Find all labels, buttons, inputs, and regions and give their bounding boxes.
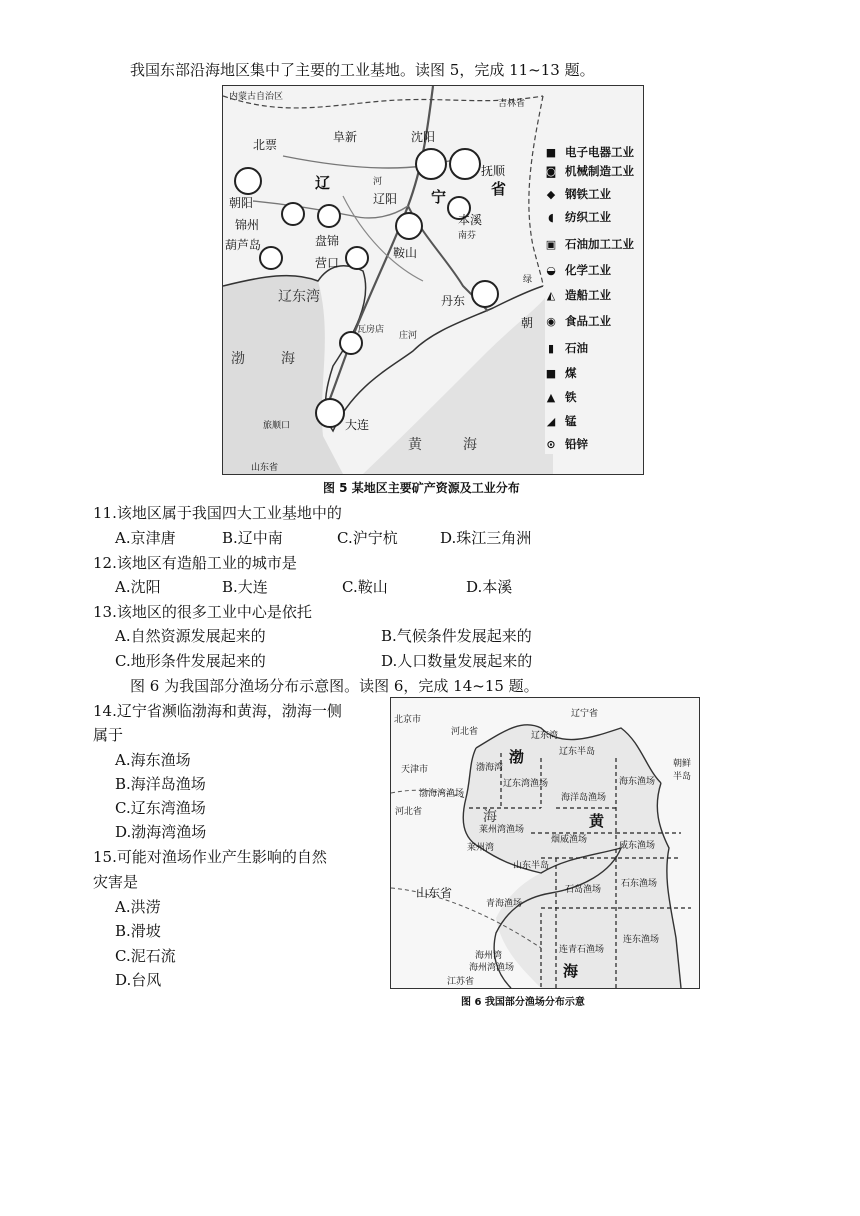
question-11-option-b: B.辽中南 [222, 529, 283, 547]
question-11-option-c: C.沪宁杭 [337, 529, 398, 547]
label-liao: 辽 [315, 174, 331, 192]
figure-6-caption: 图 6 我国部分渔场分布示意 [461, 997, 585, 1008]
label-nanfen: 南芬 [458, 231, 477, 241]
question-14-option-a: A.海东渔场 [115, 751, 191, 769]
label-haizhouwan: 海州湾 [475, 951, 503, 961]
label-beipiao: 北票 [253, 138, 278, 152]
question-15-option-b: B.滑坡 [115, 922, 161, 940]
label-hebei-2: 河北省 [395, 807, 423, 817]
label-anshan: 鞍山 [393, 246, 418, 260]
intro-text-fig6: 图 6 为我国部分渔场分布示意图。读图 6，完成 14~15 题。 [130, 677, 539, 695]
label-chaoxian-peninsula: 朝鲜半岛 [673, 759, 692, 782]
label-bo-fig6: 渤 [509, 748, 525, 766]
label-laizhouwan-fishery: 莱州湾渔场 [479, 825, 525, 835]
label-haiyangdao-fishery: 海洋岛渔场 [561, 793, 607, 803]
label-panjin: 盘锦 [315, 234, 340, 248]
label-benxi: 本溪 [458, 213, 483, 227]
question-12-option-a: A.沈阳 [115, 578, 161, 596]
label-liaoyang: 辽阳 [373, 192, 398, 206]
legend-item: ▮ 石油 [545, 340, 588, 356]
label-lianqingshi-fishery: 连青石渔场 [559, 945, 605, 955]
label-fuxin: 阜新 [333, 130, 358, 144]
figure-5-caption: 图 5 某地区主要矿产资源及工业分布 [323, 481, 520, 495]
label-huludao: 葫芦岛 [225, 238, 262, 252]
electronics-icon: ■ [545, 145, 557, 159]
question-13-option-a: A.自然资源发展起来的 [115, 627, 266, 645]
question-14-stem-line2: 属于 [93, 726, 124, 744]
legend-item: ■ 电子电器工业 [545, 145, 634, 159]
label-qingdao-fishery: 青海渔场 [486, 899, 523, 909]
petroleum-processing-icon: ▣ [545, 237, 557, 251]
machinery-icon: ◙ [545, 164, 557, 178]
legend-item: ◖ 纺织工业 [545, 209, 611, 225]
label-dandong: 丹东 [441, 294, 466, 308]
question-14-option-b: B.海洋岛渔场 [115, 775, 206, 793]
label-bohaiwan-fishery: 渤海湾渔场 [419, 789, 465, 799]
label-hebei: 河北省 [451, 727, 479, 737]
label-yingkou: 营口 [315, 256, 340, 270]
question-15-option-c: C.泥石流 [115, 947, 176, 965]
question-15-stem-line1: 15.可能对渔场作业产生影响的自然 [93, 848, 327, 866]
question-12-option-c: C.鞍山 [342, 578, 388, 596]
question-11-option-d: D.珠江三角洲 [440, 529, 532, 547]
legend-item: ◒ 化学工业 [546, 263, 611, 277]
label-bohaiwan: 渤海湾 [476, 763, 504, 773]
legend-item: ◢ 锰 [546, 414, 577, 428]
shipbuilding-icon: ◭ [546, 288, 556, 302]
legend-item: ◉ 食品工业 [546, 314, 611, 328]
label-sheng: 省 [491, 180, 507, 198]
question-15-option-a: A.洪涝 [115, 898, 161, 916]
question-14-option-c: C.辽东湾渔场 [115, 799, 206, 817]
label-liaodong-peninsula: 辽东半岛 [559, 747, 596, 757]
label-bohai-hai: 海 [281, 351, 295, 367]
label-huanghai-hai: 海 [463, 437, 477, 453]
question-12-stem: 12.该地区有造船工业的城市是 [93, 554, 297, 572]
question-13-stem: 13.该地区的很多工业中心是依托 [93, 603, 312, 621]
question-11-stem: 11.该地区属于我国四大工业基地中的 [93, 504, 342, 522]
question-12-option-b: B.大连 [222, 578, 268, 596]
question-13-option-b: B.气候条件发展起来的 [381, 627, 532, 645]
food-icon: ◉ [546, 314, 556, 328]
label-hai-huanghai: 海 [563, 962, 579, 980]
label-lvjiang: 绿 [523, 275, 533, 285]
label-liaodongwan-fig6: 辽东湾 [531, 731, 559, 741]
label-weidong-fishery: 威东渔场 [619, 841, 656, 851]
label-fushun: 抚顺 [481, 164, 506, 178]
question-11-option-a: A.京津唐 [115, 529, 176, 547]
label-lushunkou: 旅顺口 [263, 421, 291, 431]
label-jiangsu: 江苏省 [447, 977, 475, 987]
textile-icon: ◖ [548, 210, 554, 224]
label-dalian: 大连 [345, 418, 370, 432]
question-15-option-d: D.台风 [115, 971, 162, 989]
label-zhuanghe: 庄河 [399, 331, 418, 341]
chemical-icon: ◒ [546, 263, 556, 277]
label-hai-bohai: 海 [483, 809, 497, 825]
question-14-stem-line1: 14.辽宁省濒临渤海和黄海，渤海一侧 [93, 702, 342, 720]
label-jinzhou: 锦州 [235, 218, 260, 232]
lead-zinc-icon: ⊙ [546, 437, 556, 451]
label-haidong-fishery: 海东渔场 [619, 777, 656, 787]
label-chaoyang: 朝阳 [229, 196, 254, 210]
steel-icon: ◆ [546, 187, 556, 201]
label-huanghai-huang: 黄 [408, 437, 422, 453]
intro-text-fig5: 我国东部沿海地区集中了主要的工业基地。读图 5，完成 11~13 题。 [130, 61, 595, 79]
label-inner-mongolia: 内蒙古自治区 [229, 92, 284, 102]
label-chaoxian: 朝 [521, 316, 534, 330]
label-liaodongwan: 辽东湾 [278, 289, 320, 305]
figure-5-legend [545, 144, 641, 454]
figure-6-map [390, 697, 700, 989]
label-wafangdian: 瓦房店 [357, 325, 385, 335]
legend-item: ⊙ 铅锌 [546, 437, 588, 451]
question-12-option-d: D.本溪 [466, 578, 513, 596]
label-ning: 宁 [431, 188, 447, 206]
label-he: 河 [373, 177, 383, 187]
question-14-option-d: D.渤海湾渔场 [115, 823, 207, 841]
label-bohai-bo: 渤 [231, 351, 245, 367]
legend-item: ◭ 造船工业 [546, 288, 611, 302]
label-liaoning: 辽宁省 [571, 709, 599, 719]
iron-icon: ▲ [546, 390, 556, 404]
oil-icon: ▮ [547, 341, 555, 355]
label-jilin: 吉林省 [498, 99, 526, 109]
label-shidao-fishery: 石岛渔场 [565, 885, 602, 895]
manganese-icon: ◢ [546, 414, 556, 428]
label-shenyang: 沈阳 [411, 130, 436, 144]
label-beijing: 北京市 [394, 715, 422, 725]
label-shidong-fishery: 石东渔场 [621, 879, 658, 889]
question-13-option-c: C.地形条件发展起来的 [115, 652, 266, 670]
label-huang-fig6: 黄 [589, 812, 605, 830]
coal-icon: ■ [545, 366, 557, 380]
legend-item: ▣ 石油加工工业 [545, 237, 634, 251]
legend-item: ▲ 铁 [546, 390, 577, 404]
figure-5-map [222, 85, 644, 475]
legend-item: ◆ 钢铁工业 [546, 187, 611, 201]
label-shandong-fig6: 山东省 [416, 886, 453, 900]
label-haizhouwan-fishery: 海州湾渔场 [469, 963, 515, 973]
label-shandong-peninsula: 山东半岛 [513, 861, 550, 871]
question-15-stem-line2: 灾害是 [93, 873, 139, 891]
label-liandong-fishery: 连东渔场 [623, 935, 660, 945]
label-tianjin: 天津市 [401, 765, 429, 775]
legend-item: ■ 煤 [545, 366, 577, 380]
question-13-option-d: D.人口数量发展起来的 [381, 652, 533, 670]
legend-item: ◙ 机械制造工业 [545, 164, 634, 178]
label-shandong-fig5: 山东省 [251, 463, 279, 473]
label-laizhouwan: 莱州湾 [467, 843, 495, 853]
label-liaodongwan-fishery: 辽东湾渔场 [503, 779, 549, 789]
label-yanwei-fishery: 烟威渔场 [551, 835, 588, 845]
